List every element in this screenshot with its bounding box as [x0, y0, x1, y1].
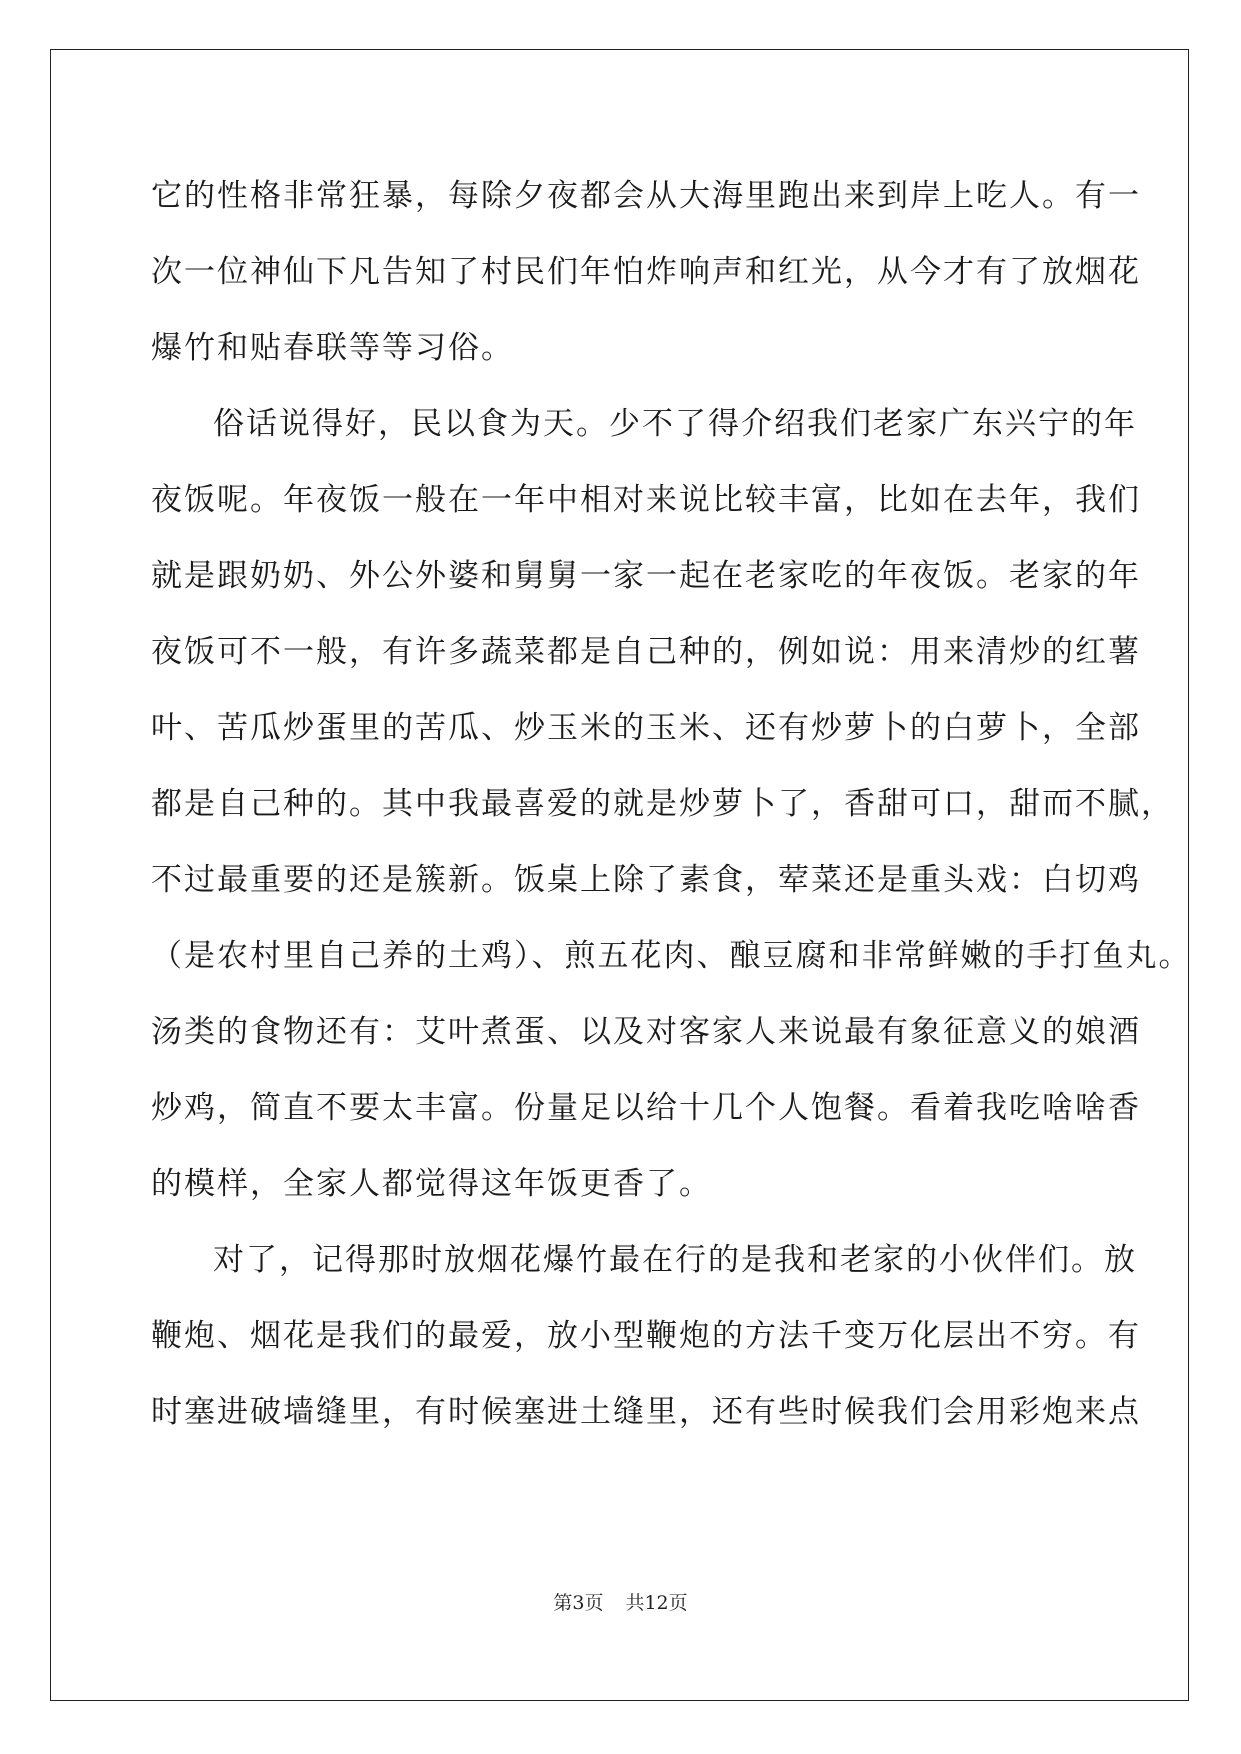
text-line: 次一位神仙下凡告知了村民们年怕炸响声和红光，从今才有了放烟花 — [151, 254, 1141, 290]
paragraph-start-line: 俗话说得好，民以食为天。少不了得介绍我们老家广东兴宁的年 — [213, 406, 1137, 442]
text-line: 汤类的食物还有：艾叶煮蛋、以及对客家人来说最有象征意义的娘酒 — [151, 1014, 1141, 1050]
text-line: 叶、苦瓜炒蛋里的苦瓜、炒玉米的玉米、还有炒萝卜的白萝卜，全部 — [151, 710, 1141, 746]
page-total: 共12页 — [625, 1592, 688, 1614]
text-line: （是农村里自己养的土鸡）、煎五花肉、酿豆腐和非常鲜嫩的手打鱼丸。 — [151, 938, 1192, 974]
page-footer — [0, 1588, 1241, 1615]
paragraph-start-line: 对了，记得那时放烟花爆竹最在行的是我和老家的小伙伴们。放 — [213, 1242, 1137, 1278]
text-line: 它的性格非常狂暴，每除夕夜都会从大海里跑出来到岸上吃人。有一 — [151, 178, 1141, 214]
text-line: 夜饭呢。年夜饭一般在一年中相对来说比较丰富，比如在去年，我们 — [151, 482, 1141, 518]
text-line: 爆竹和贴春联等等习俗。 — [151, 330, 514, 366]
page-number: 第3页 — [553, 1592, 604, 1614]
text-line: 鞭炮、烟花是我们的最爱，放小型鞭炮的方法千变万化层出不穷。有 — [151, 1318, 1141, 1354]
text-line: 夜饭可不一般，有许多蔬菜都是自己种的，例如说：用来清炒的红薯 — [151, 634, 1141, 670]
document-body — [151, 158, 1192, 1450]
text-line: 就是跟奶奶、外公外婆和舅舅一家一起在老家吃的年夜饭。老家的年 — [151, 558, 1141, 594]
text-line: 的模样，全家人都觉得这年饭更香了。 — [151, 1166, 712, 1202]
text-line: 都是自己种的。其中我最喜爱的就是炒萝卜了，香甜可口，甜而不腻， — [151, 786, 1174, 822]
text-line: 时塞进破墙缝里，有时候塞进土缝里，还有些时候我们会用彩炮来点 — [151, 1394, 1141, 1430]
text-line: 炒鸡，简直不要太丰富。份量足以给十几个人饱餐。看着我吃啥啥香 — [151, 1090, 1141, 1126]
text-line: 不过最重要的还是簇新。饭桌上除了素食，荤菜还是重头戏：白切鸡 — [151, 862, 1141, 898]
